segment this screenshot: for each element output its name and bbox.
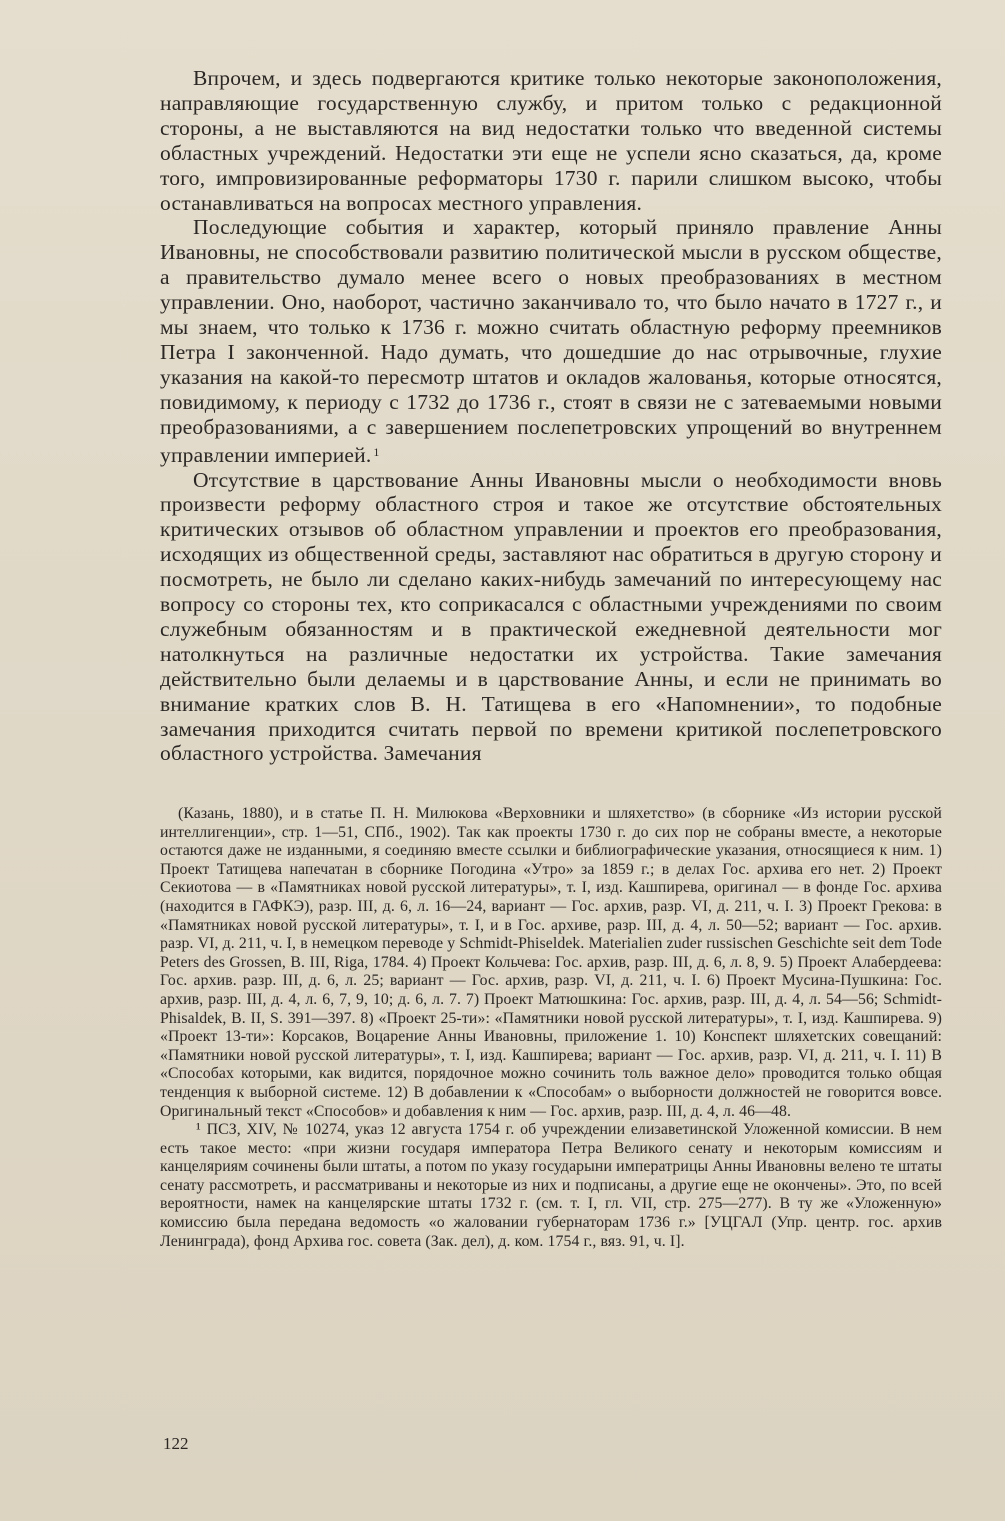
footnotes [160,805,942,1251]
paragraph-1: Впрочем, и здесь подвергаются критике только некоторые законоположения, направляющие государственную службу, и притом только с редакционной стороны, а не выставляются на вид недостатки только что введенной системы областных учреждений. Недостатки эти еще не успели ясно сказаться, да, кроме того, импровизированные реформаторы 1730 г. парили слишком высоко, чтобы останавливаться на вопросах местного управления. [160,66,942,215]
paragraph-3: Отсутствие в царствование Анны Ивановны мысли о необходимости вновь произвести реформу областного строя и такое же отсутствие обстоятельных критических отзывов об областном управлении и проектов его преобразования, исходящих из общественной среды, заставляют нас обратиться в другую сторону и посмотреть, не было ли сделано каких-нибудь замечаний по интересующему нас вопросу со стороны тех, кто соприкасался с областными учреждениями по своим служебным обязанностям и в практической ежедневной деятельности мог натолкнуться на различные недостатки их устройства. Такие замечания действительно были делаемы и в царствование Анны, и если не принимать во внимание кратких слов В. Н. Татищева в его «Напомнении», то подобные замечания приходится считать первой по времени критикой послепетровского областного устройства. Замечания [160,467,942,766]
paragraph-2-text: Последующие события и характер, который приняло правление Анны Ивановны, не способствовали развитию политической мысли в русском обществе, а правительство думало менее всего о новых преобразованиях в местном управлении. Оно, наоборот, частично заканчивало то, что было начато в 1727 г., и мы знаем, что только к 1736 г. можно считать областную реформу преемников Петра I законченной. Надо думать, что дошедшие до нас отрывочные, глухие указания на какой-то пересмотр штатов и окладов жалованья, которые относятся, повидимому, к периоду с 1732 до 1736 г., стоят в связи не с затеваемыми новыми преобразованиями, а с завершением послепетровских упрощений во внутреннем управлении империей. [160,215,942,467]
footnote-marker: 1 [373,444,380,459]
paragraph-2 [160,215,942,467]
page-number: 122 [163,1434,189,1453]
body-text [160,66,942,766]
footnote-continuation: (Казань, 1880), и в статье П. Н. Милюкова «Верховники и шляхетство» (в сборнике «Из истории русской интеллигенции», стр. 1—51, СПб., 1902). Так как проекты 1730 г. до сих пор не собраны вместе, а некоторые остаются даже не изданными, я соединяю вместе ссылки и библиографические указания, относящиеся к ним. 1) Проект Татищева напечатан в сборнике Погодина «Утро» за 1859 г.; в делах Гос. архива его нет. 2) Проект Секиотова — в «Памятниках новой русской литературы», т. I, изд. Кашпирева, оригинал — в фонде Гос. архива (находится в ГАФКЭ), разр. III, д. 6, л. 16—24, вариант — Гос. архив, разр. VI, д. 211, ч. I. 3) Проект Грекова: в «Памятниках новой русской литературы», т. I, и в Гос. архиве, разр. III, д. 4, л. 50—52; вариант — Гос. архив. разр. VI, д. 211, ч. I, в немецком переводе у Schmidt-Phiseldek. Materialien zuder russischen Geschichte seit dem Tode Peters des Grossen, B. III, Riga, 1784. 4) Проект Кольчева: Гос. архив, разр. III, д. 6, л. 8, 9. 5) Проект Алабердеева: Гос. архив. разр. III, д. 6, л. 25; вариант — Гос. архив, разр. VI, д. 211, ч. I. 6) Проект Мусина-Пушкина: Гос. архив, разр. III, д. 4, л. 6, 7, 9, 10; д. 6, л. 7. 7) Проект Матюшкина: Гос. архив, разр. III, д. 4, л. 54—56; Schmidt-Phisaldek, B. II, S. 391—397. 8) «Проект 25-ти»: «Памятники новой русской литературы», т. I, изд. Кашпирева. 9) «Проект 13-ти»: Корсаков, Воцарение Анны Ивановны, приложение 1. 10) Конспект шляхетских совещаний: «Памятники новой русской литературы», т. I, изд. Кашпирева; вариант — Гос. архив, разр. VI, д. 211, ч. I. 11) В «Способах которыми, как видится, порядочное можно сочинить толь важное дело» проводится только общая тенденция к выборной системе. 12) В добавлении к «Способам» о выборности должностей не говорится вовсе. Оригинальный текст «Способов» и добавления к ним — Гос. архив, разр. III, д. 4, л. 46—48. [160,805,942,1120]
footnote-1: ¹ ПСЗ, XIV, № 10274, указ 12 августа 1754 г. об учреждении елизаветинской Уложенной комиссии. В нем есть такое место: «при жизни государя императора Петра Великого сенату и некоторым комиссиям и канцеляриям сочинены были штаты, а потом по указу государыни императрицы Анны Ивановны велено те штаты сенату рассмотреть, и рассматриваны и некоторые из них и подписаны, а другие еще не окончены». Это, по всей вероятности, намек на канцелярские штаты 1732 г. (см. т. I, гл. VII, стр. 275—277). В ту же «Уложенную» комиссию была передана ведомость «о жаловании губернаторам 1736 г.» [УЦГАЛ (Упр. центр. гос. архив Ленинграда), фонд Архива гос. совета (Зак. дел), д. ком. 1754 г., вяз. 91, ч. I]. [160,1121,942,1250]
